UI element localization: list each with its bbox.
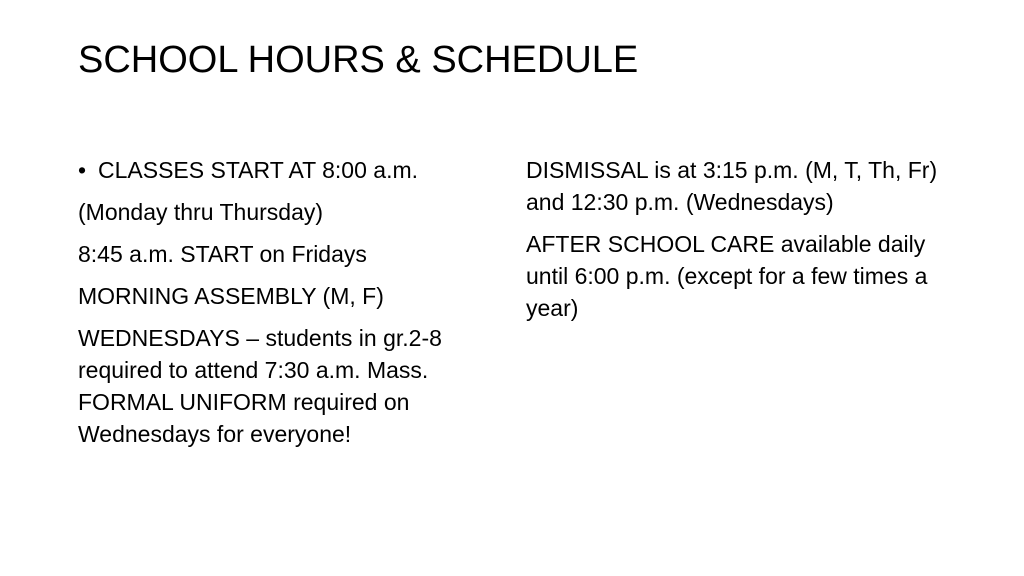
after-school-care-text: AFTER SCHOOL CARE available daily until 6:00 p.m. (except for a few times a year) xyxy=(526,231,928,321)
morning-assembly-text: MORNING ASSEMBLY (M, F) xyxy=(78,283,384,309)
friday-start-text: 8:45 a.m. START on Fridays xyxy=(78,241,367,267)
right-column xyxy=(526,154,946,334)
wednesdays-text: WEDNESDAYS – students in gr.2-8 required to attend 7:30 a.m. Mass. FORMAL UNIFORM required on Wednesdays for everyone! xyxy=(78,325,442,447)
bullet-item-classes-start xyxy=(78,154,498,186)
weekday-range-text: (Monday thru Thursday) xyxy=(78,199,324,225)
left-column xyxy=(78,154,498,460)
slide-title: SCHOOL HOURS & SCHEDULE xyxy=(78,39,639,81)
classes-start-text: CLASSES START AT 8:00 a.m. xyxy=(98,157,419,183)
dismissal-text: DISMISSAL is at 3:15 p.m. (M, T, Th, Fr) and 12:30 p.m. (Wednesdays) xyxy=(526,157,938,215)
bullet-icon: • xyxy=(78,157,87,183)
